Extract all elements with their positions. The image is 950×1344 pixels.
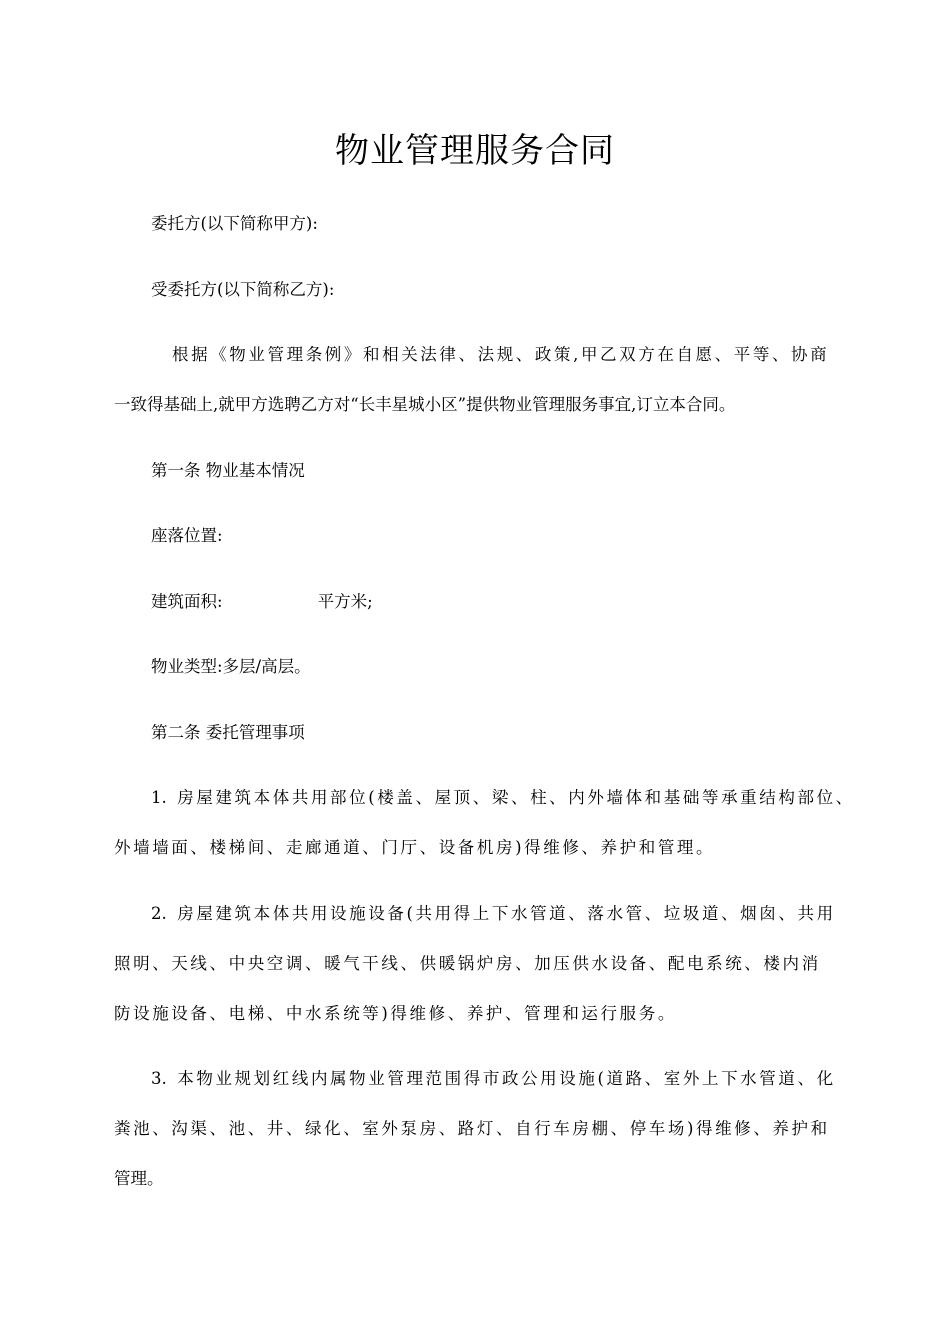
location-label: 座落位置: <box>151 526 223 545</box>
item-text: 房屋建筑本体共用部位(楼盖、屋顶、梁、柱、内外墙体和基础等承重结构部位、 <box>177 788 855 807</box>
item-2-line-3: 防设施设备、电梯、中水系统等)得维修、养护、管理和运行服务。 <box>114 1004 677 1023</box>
item-3-first-line <box>151 1067 836 1091</box>
article-2-heading: 第二条 委托管理事项 <box>151 723 305 742</box>
item-2-line-2: 照明、天线、中央空调、暖气干线、供暖锅炉房、加压供水设备、配电系统、楼内消 <box>114 954 821 973</box>
item-number: 1. <box>151 788 167 807</box>
item-number: 2. <box>151 904 167 923</box>
item-3-line-2: 粪池、沟渠、池、井、绿化、室外泵房、路灯、自行车房棚、停车场)得维修、养护和 <box>114 1119 830 1138</box>
area-unit: 平方米; <box>317 592 373 611</box>
property-type-line: 物业类型:多层/高层。 <box>151 657 311 676</box>
area-label: 建筑面积: <box>151 592 223 611</box>
item-text: 本物业规划红线内属物业管理范围得市政公用设施(道路、室外上下水管道、化 <box>177 1069 836 1088</box>
item-3-line-3: 管理。 <box>114 1169 164 1188</box>
item-text: 房屋建筑本体共用设施设备(共用得上下水管道、落水管、垃圾道、烟囱、共用 <box>177 904 836 923</box>
item-number: 3. <box>151 1069 167 1088</box>
page-title: 物业管理服务合同 <box>335 131 615 171</box>
intro-line-1: 根据《物业管理条例》和相关法律、法规、政策,甲乙双方在自愿、平等、协商 <box>172 345 830 364</box>
party-b-line: 受委托方(以下简称乙方): <box>151 280 335 299</box>
party-a-line: 委托方(以下简称甲方): <box>151 214 318 233</box>
item-1-first-line <box>151 786 855 810</box>
item-2-first-line <box>151 902 836 926</box>
article-1-heading: 第一条 物业基本情况 <box>151 461 305 480</box>
area-line <box>151 590 373 614</box>
intro-line-2: 一致得基础上,就甲方选聘乙方对“长丰星城小区”提供物业管理服务事宜,订立本合同。 <box>114 395 736 414</box>
item-1-line-2: 外墙墙面、楼梯间、走廊通道、门厅、设备机房)得维修、养护和管理。 <box>114 838 716 857</box>
